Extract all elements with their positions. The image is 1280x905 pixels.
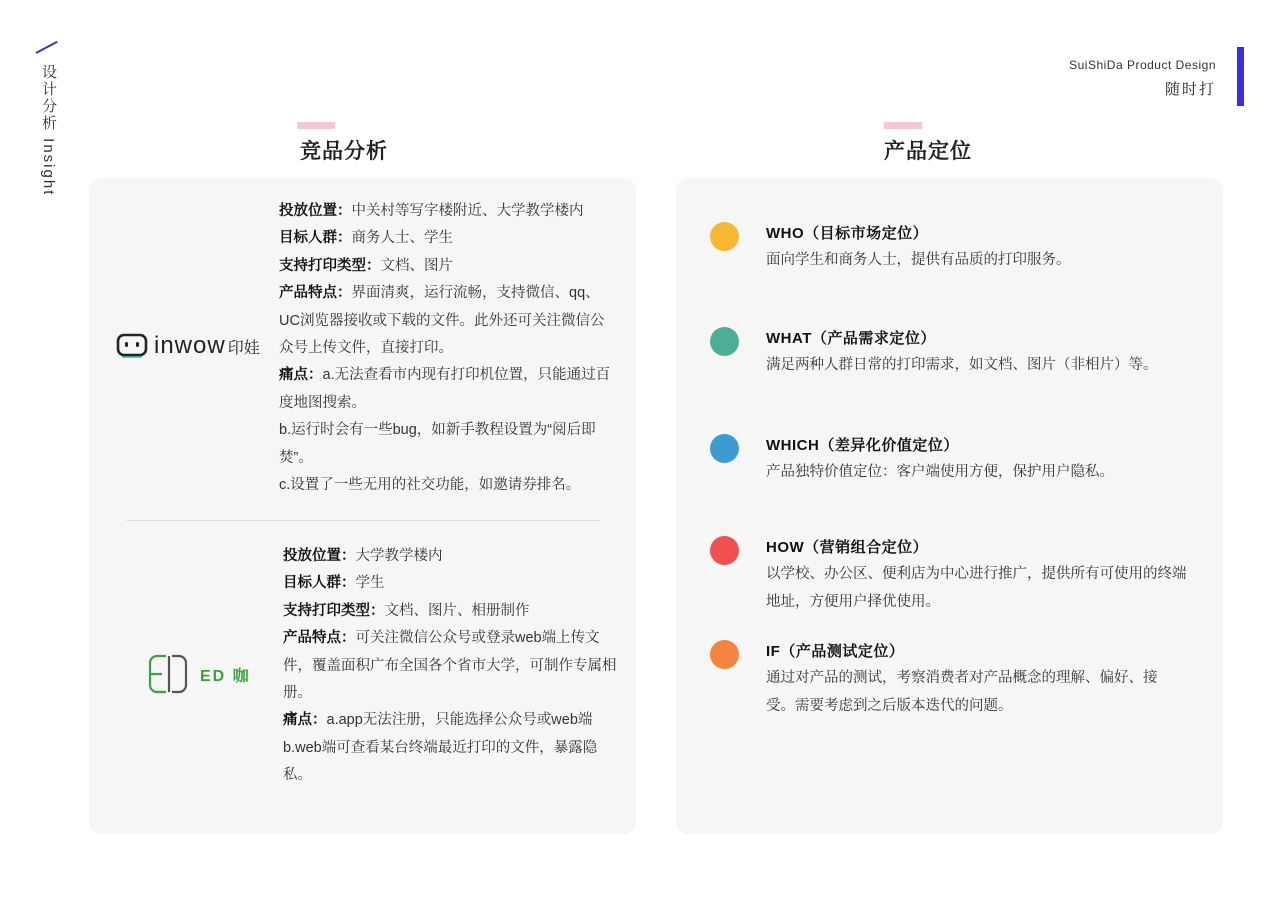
inwow-logo	[116, 332, 260, 360]
left-section-title: 竞品分析	[300, 140, 388, 163]
positioning-card	[676, 178, 1223, 834]
ed-logo-text: ED 咖	[200, 667, 251, 685]
if-dot-icon	[710, 640, 739, 669]
side-label: 设计分析 Insight	[40, 64, 57, 197]
inwow-logo-chinese: 印娃	[227, 339, 260, 357]
how-dot-icon	[710, 536, 739, 565]
what-dot-icon	[710, 327, 739, 356]
positioning-title: WHO（目标市场定位）	[766, 225, 929, 242]
brand	[1069, 58, 1216, 99]
info-row: 痛点：a.app无法注册，只能选择公众号或web端	[283, 712, 593, 729]
info-row: 产品特点：可关注微信公众号或登录web端上传文件，覆盖面积广布全国各个省市大学，可制作专属相册。	[283, 630, 617, 702]
left-section-mark	[297, 122, 335, 129]
info-row: c.设置了一些无用的社交功能，如邀请券排名。	[279, 477, 581, 494]
right-section-title: 产品定位	[884, 140, 972, 163]
info-row: 目标人群：学生	[283, 575, 385, 592]
info-row: b.运行时会有一些bug，如新手教程设置为“阅后即焚”。	[279, 422, 596, 466]
inwow-robot-icon	[116, 333, 148, 359]
info-row: 投放位置：大学教学楼内	[283, 548, 443, 564]
brand-english: SuiShiDa Product Design	[1069, 58, 1216, 72]
competitor-divider	[126, 520, 600, 521]
positioning-desc: 通过对产品的测试，考察消费者对产品概念的理解、偏好、接受。需要考虑到之后版本迭代的问题。	[766, 670, 1158, 714]
info-row: 投放位置：中关村等写字楼附近、大学教学楼内	[279, 203, 584, 219]
info-row: 目标人群：商务人士、学生	[279, 230, 453, 247]
brand-chinese: 随时打	[1164, 81, 1216, 98]
positioning-title: HOW（营销组合定位）	[766, 539, 929, 556]
side-accent-slash	[36, 41, 58, 54]
who-dot-icon	[710, 222, 739, 251]
positioning-title: WHAT（产品需求定位）	[766, 330, 936, 347]
brand-accent-bar	[1237, 47, 1244, 106]
info-row: b.web端可查看某台终端最近打印的文件，暴露隐私。	[283, 739, 598, 784]
positioning-desc: 产品独特价值定位：客户端使用方便，保护用户隐私。	[766, 464, 1114, 480]
positioning-title: IF（产品测试定位）	[766, 643, 905, 660]
which-dot-icon	[710, 434, 739, 463]
positioning-title: WHICH（差异化价值定位）	[766, 437, 959, 454]
positioning-desc: 面向学生和商务人士，提供有品质的打印服务。	[766, 252, 1071, 268]
inwow-info	[279, 198, 617, 499]
positioning-desc: 满足两种人群日常的打印需求，如文档、图片（非相片）等。	[766, 357, 1158, 373]
ed-info	[283, 543, 619, 790]
info-row: 产品特点：界面清爽，运行流畅，支持微信、qq、UC浏览器接收或下载的文件。此外还可关注微信公众号上传文件，直接打印。	[279, 285, 605, 357]
ed-logo	[148, 654, 251, 694]
info-row: 痛点：a.无法查看市内现有打印机位置，只能通过百度地图搜索。	[279, 367, 611, 411]
info-row: 支持打印类型：文档、图片、相册制作	[283, 602, 530, 619]
ed-mark-icon	[148, 654, 190, 694]
positioning-desc: 以学校、办公区、便利店为中心进行推广，提供所有可使用的终端地址，方便用户择优使用。	[766, 566, 1187, 610]
right-section-mark	[884, 122, 922, 129]
info-row: 支持打印类型：文档、图片	[279, 257, 453, 274]
inwow-logo-text: inwow	[154, 332, 226, 359]
